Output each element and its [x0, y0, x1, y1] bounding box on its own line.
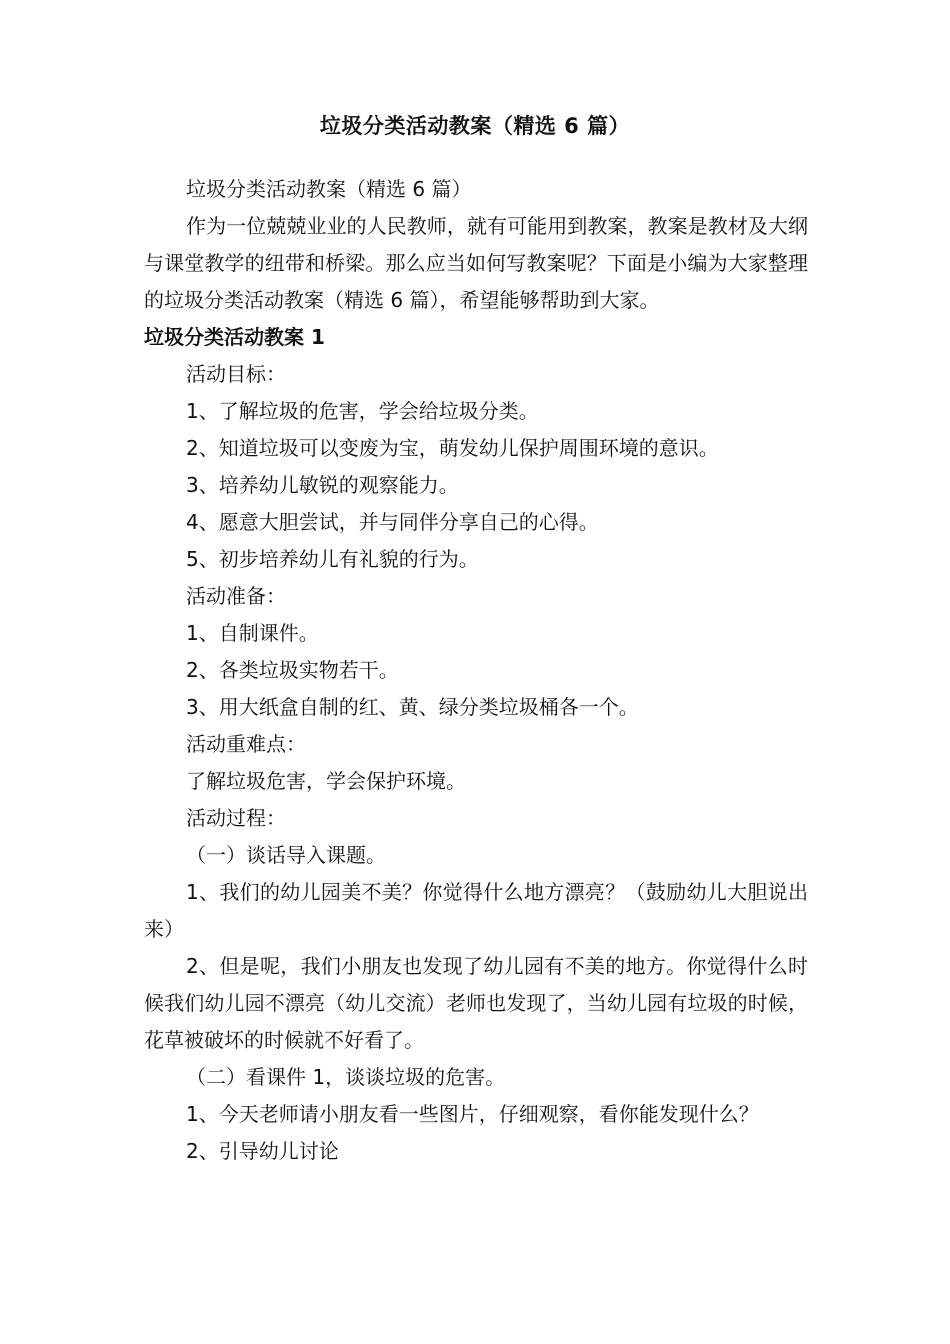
goal-item: 5、初步培养幼儿有礼貌的行为。	[186, 547, 479, 571]
process-item: 1、我们的幼儿园美不美？你觉得什么地方漂亮？（鼓励幼儿大胆说出来）	[144, 880, 808, 941]
prep-item: 3、用大纸盒自制的红、黄、绿分类垃圾桶各一个。	[186, 695, 639, 719]
prep-label: 活动准备：	[186, 584, 286, 608]
key-points-text: 了解垃圾危害，学会保护环境。	[186, 769, 466, 793]
key-points-label: 活动重难点：	[186, 732, 306, 756]
goal-item: 4、愿意大胆尝试，并与同伴分享自己的心得。	[186, 510, 599, 534]
goals-label: 活动目标：	[186, 362, 286, 386]
process-item: 2、但是呢，我们小朋友也发现了幼儿园有不美的地方。你觉得什么时候我们幼儿园不漂亮（幼儿交流）老师也发现了，当幼儿园有垃圾的时候，花草被破坏的时候就不好看了。	[144, 954, 808, 1052]
goal-item: 3、培养幼儿敏锐的观察能力。	[186, 473, 459, 497]
goal-item: 2、知道垃圾可以变废为宝，萌发幼儿保护周围环境的意识。	[186, 436, 719, 460]
process-part-label: （二）看课件 1，谈谈垃圾的危害。	[186, 1065, 506, 1089]
goal-item: 1、了解垃圾的危害，学会给垃圾分类。	[186, 399, 539, 423]
document-body	[144, 171, 808, 1170]
prep-item: 1、自制课件。	[186, 621, 319, 645]
process-part-label: （一）谈话导入课题。	[186, 843, 386, 867]
section-heading: 垃圾分类活动教案 1	[144, 325, 325, 349]
process-item: 1、今天老师请小朋友看一些图片，仔细观察，看你能发现什么？	[186, 1102, 759, 1126]
subtitle-line: 垃圾分类活动教案（精选 6 篇）	[186, 177, 472, 201]
process-item: 2、引导幼儿讨论	[186, 1139, 339, 1163]
intro-paragraph: 作为一位兢兢业业的人民教师，就有可能用到教案，教案是教材及大纲与课堂教学的纽带和桥梁。那么应当如何写教案呢？下面是小编为大家整理的垃圾分类活动教案（精选 6 篇），希望能够帮助到大家。	[144, 214, 808, 312]
document-title: 垃圾分类活动教案（精选 6 篇）	[319, 114, 631, 138]
prep-item: 2、各类垃圾实物若干。	[186, 658, 399, 682]
process-label: 活动过程：	[186, 806, 286, 830]
